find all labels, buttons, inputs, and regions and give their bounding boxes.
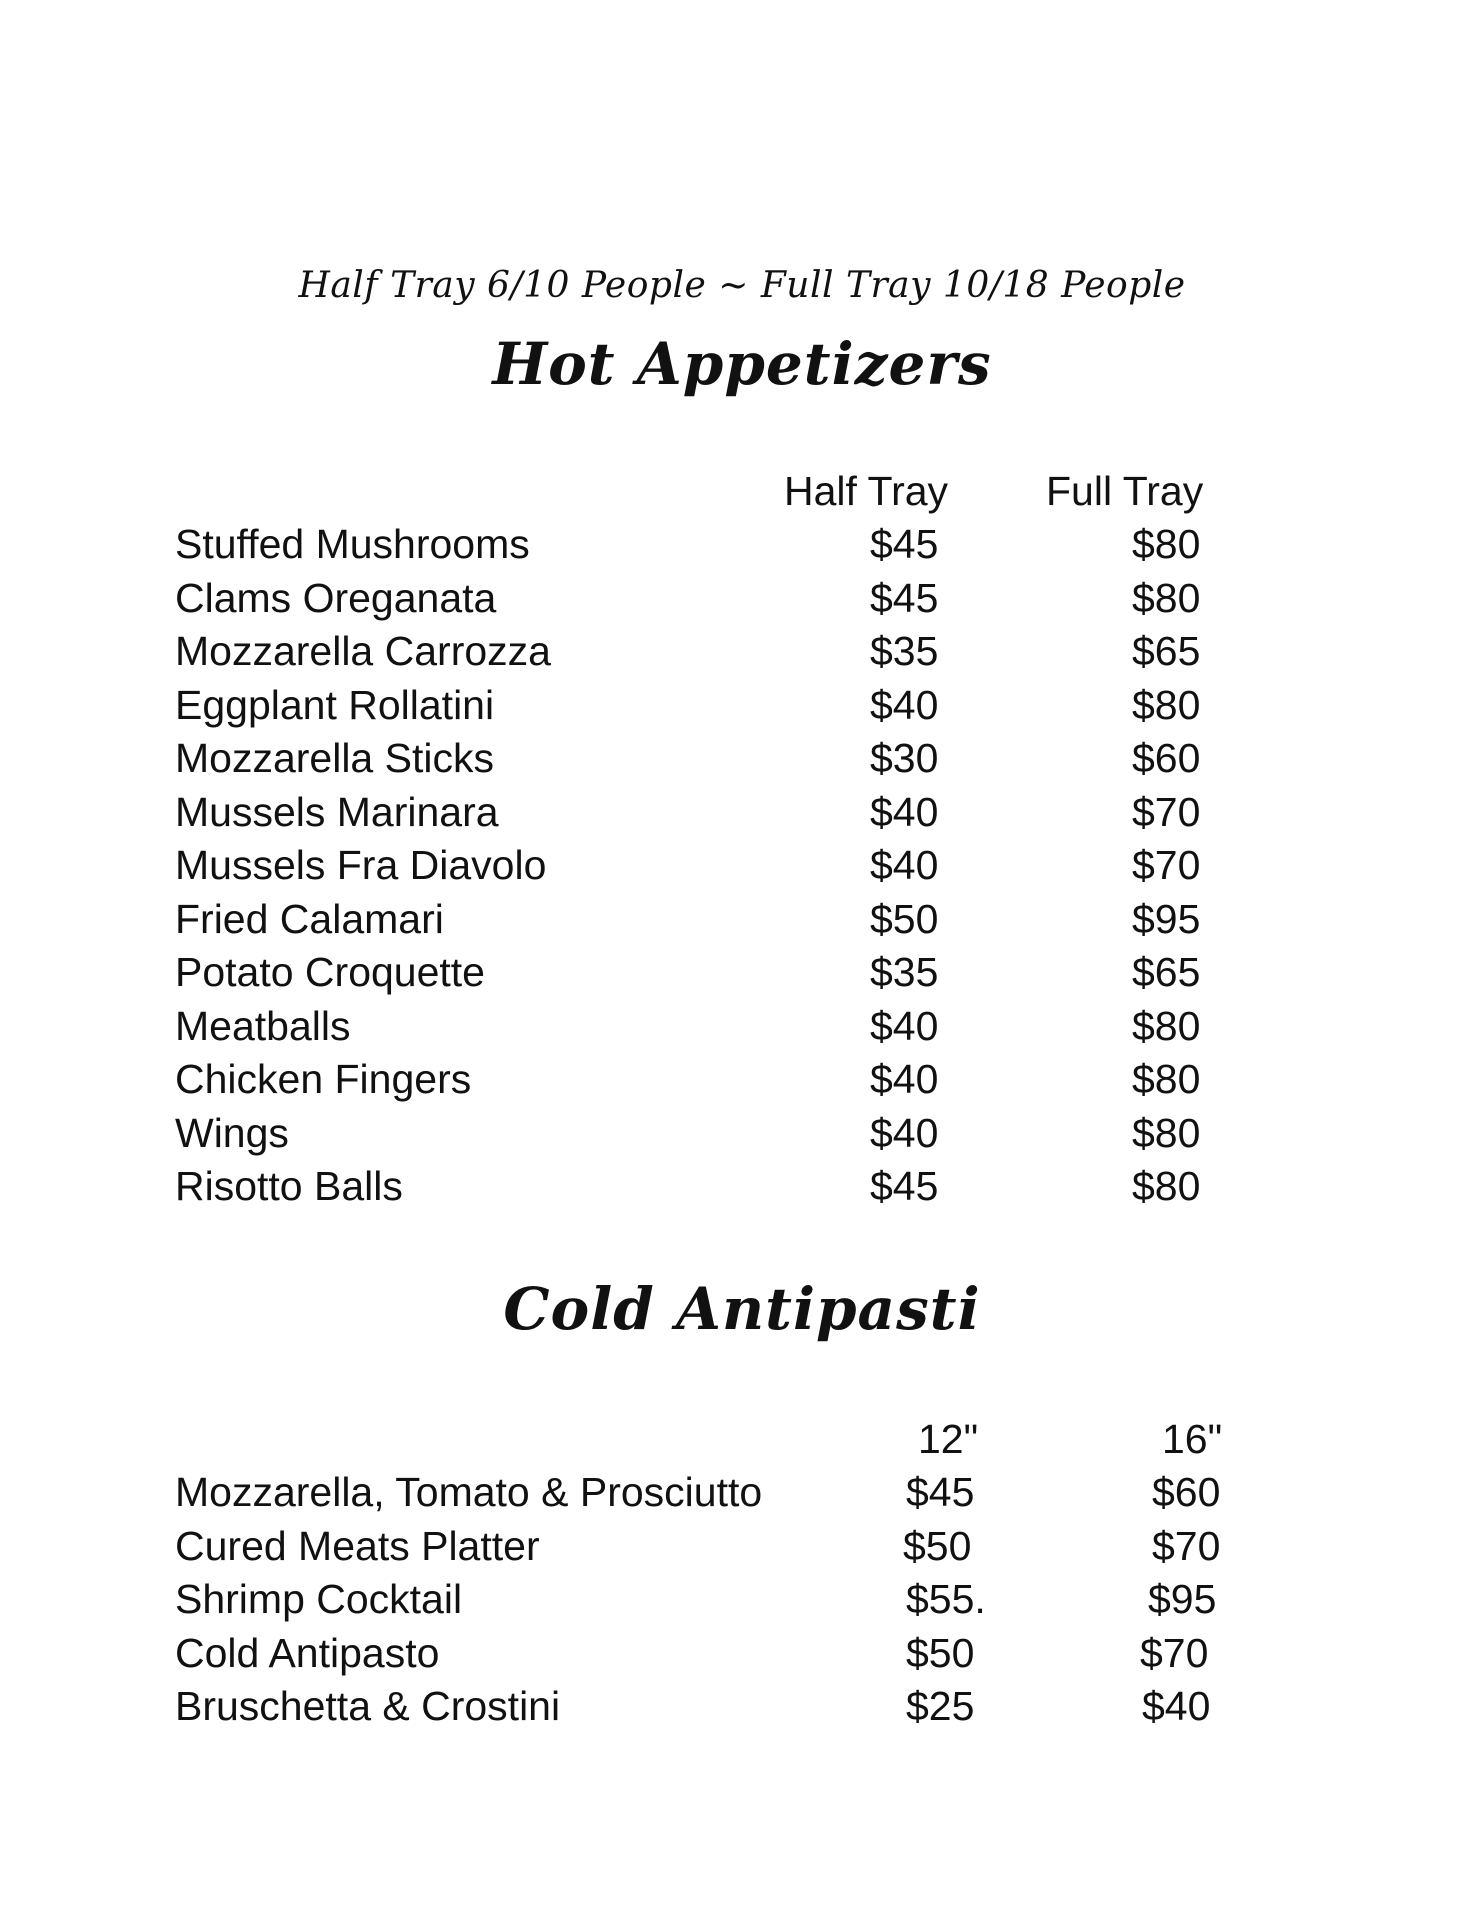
menu-item-name: Stuffed Mushrooms (175, 521, 530, 567)
menu-item-row (0, 1107, 1484, 1161)
half-tray-price: $40 (870, 842, 939, 888)
menu-item-name: Mussels Marinara (175, 788, 499, 835)
menu-item-name: Shrimp Cocktail (175, 1576, 463, 1622)
full-tray-price: $70 (1132, 788, 1201, 835)
menu-subtitle: Half Tray 6/10 People ~ Full Tray 10/18 People (298, 265, 1186, 306)
half-tray-price: $40 (870, 788, 939, 835)
menu-item-name: Fried Calamari (175, 895, 444, 942)
menu-item-row (0, 679, 1484, 733)
sixteen-inch-price: $70 (1140, 1629, 1209, 1676)
menu-item-name: Wings (175, 1109, 289, 1156)
full-tray-price: $95 (1132, 895, 1201, 942)
sixteen-inch-price: $60 (1152, 1469, 1221, 1515)
half-tray-price: $45 (870, 574, 939, 621)
full-tray-price: $80 (1132, 1002, 1201, 1049)
full-tray-price: $80 (1132, 1109, 1201, 1156)
full-tray-price: $65 (1132, 628, 1201, 674)
twelve-inch-price: $55. (906, 1576, 986, 1622)
hot-appetizers-list (0, 518, 1484, 1214)
sixteen-inch-column-header: 16" (1162, 1416, 1223, 1462)
hot-appetizers-title: Hot Appetizers (492, 330, 992, 398)
half-tray-price: $35 (870, 949, 939, 995)
full-tray-price: $65 (1132, 949, 1201, 995)
twelve-inch-column-header: 12" (918, 1416, 979, 1462)
menu-item-row (0, 1573, 1484, 1627)
menu-item-name: Mozzarella Carrozza (175, 628, 551, 674)
half-tray-price: $40 (870, 1002, 939, 1049)
twelve-inch-price: $45 (906, 1469, 975, 1515)
menu-item-row (0, 1053, 1484, 1107)
half-tray-price: $35 (870, 628, 939, 674)
half-tray-price: $45 (870, 521, 939, 567)
twelve-inch-price: $25 (906, 1683, 975, 1729)
menu-item-row (0, 625, 1484, 679)
full-tray-column-header: Full Tray (1046, 468, 1204, 514)
menu-item-name: Risotto Balls (175, 1163, 403, 1209)
full-tray-price: $80 (1132, 574, 1201, 621)
cold-antipasti-title: Cold Antipasti (503, 1275, 981, 1343)
sixteen-inch-price: $95 (1148, 1576, 1217, 1622)
menu-item-name: Mussels Fra Diavolo (175, 842, 547, 888)
full-tray-price: $60 (1132, 735, 1201, 781)
menu-item-name: Chicken Fingers (175, 1056, 472, 1102)
half-tray-price: $45 (870, 1163, 939, 1209)
half-tray-price: $30 (870, 735, 939, 781)
half-tray-price: $40 (870, 681, 939, 728)
menu-item-row (0, 732, 1484, 786)
full-tray-price: $70 (1132, 842, 1201, 888)
cold-antipasti-list (0, 1466, 1484, 1734)
menu-item-row (0, 1627, 1484, 1681)
full-tray-price: $80 (1132, 1163, 1201, 1209)
half-tray-column-header: Half Tray (784, 468, 949, 514)
menu-item-name: Mozzarella Sticks (175, 735, 494, 781)
menu-item-name: Cured Meats Platter (175, 1522, 540, 1569)
menu-item-row (0, 1160, 1484, 1214)
menu-item-name: Meatballs (175, 1002, 351, 1049)
menu-item-row (0, 518, 1484, 572)
half-tray-price: $40 (870, 1109, 939, 1156)
menu-item-row (0, 786, 1484, 840)
twelve-inch-price: $50 (903, 1522, 972, 1569)
menu-item-row (0, 1680, 1484, 1734)
menu-item-row (0, 1466, 1484, 1520)
sixteen-inch-price: $40 (1142, 1683, 1211, 1729)
half-tray-price: $40 (870, 1056, 939, 1102)
menu-item-row (0, 839, 1484, 893)
menu-item-row (0, 893, 1484, 947)
menu-item-row (0, 1520, 1484, 1574)
menu-item-row (0, 1000, 1484, 1054)
menu-item-name: Eggplant Rollatini (175, 681, 495, 728)
half-tray-price: $50 (870, 895, 939, 942)
menu-item-row (0, 572, 1484, 626)
menu-item-name: Cold Antipasto (175, 1629, 440, 1676)
full-tray-price: $80 (1132, 1056, 1201, 1102)
full-tray-price: $80 (1132, 521, 1201, 567)
menu-item-name: Potato Croquette (175, 949, 485, 995)
sixteen-inch-price: $70 (1152, 1522, 1221, 1569)
menu-item-name: Clams Oreganata (175, 574, 497, 621)
menu-item-name: Bruschetta & Crostini (175, 1683, 561, 1729)
full-tray-price: $80 (1132, 681, 1201, 728)
menu-item-row (0, 946, 1484, 1000)
twelve-inch-price: $50 (906, 1629, 975, 1676)
menu-item-name: Mozzarella, Tomato & Prosciutto (175, 1469, 763, 1515)
